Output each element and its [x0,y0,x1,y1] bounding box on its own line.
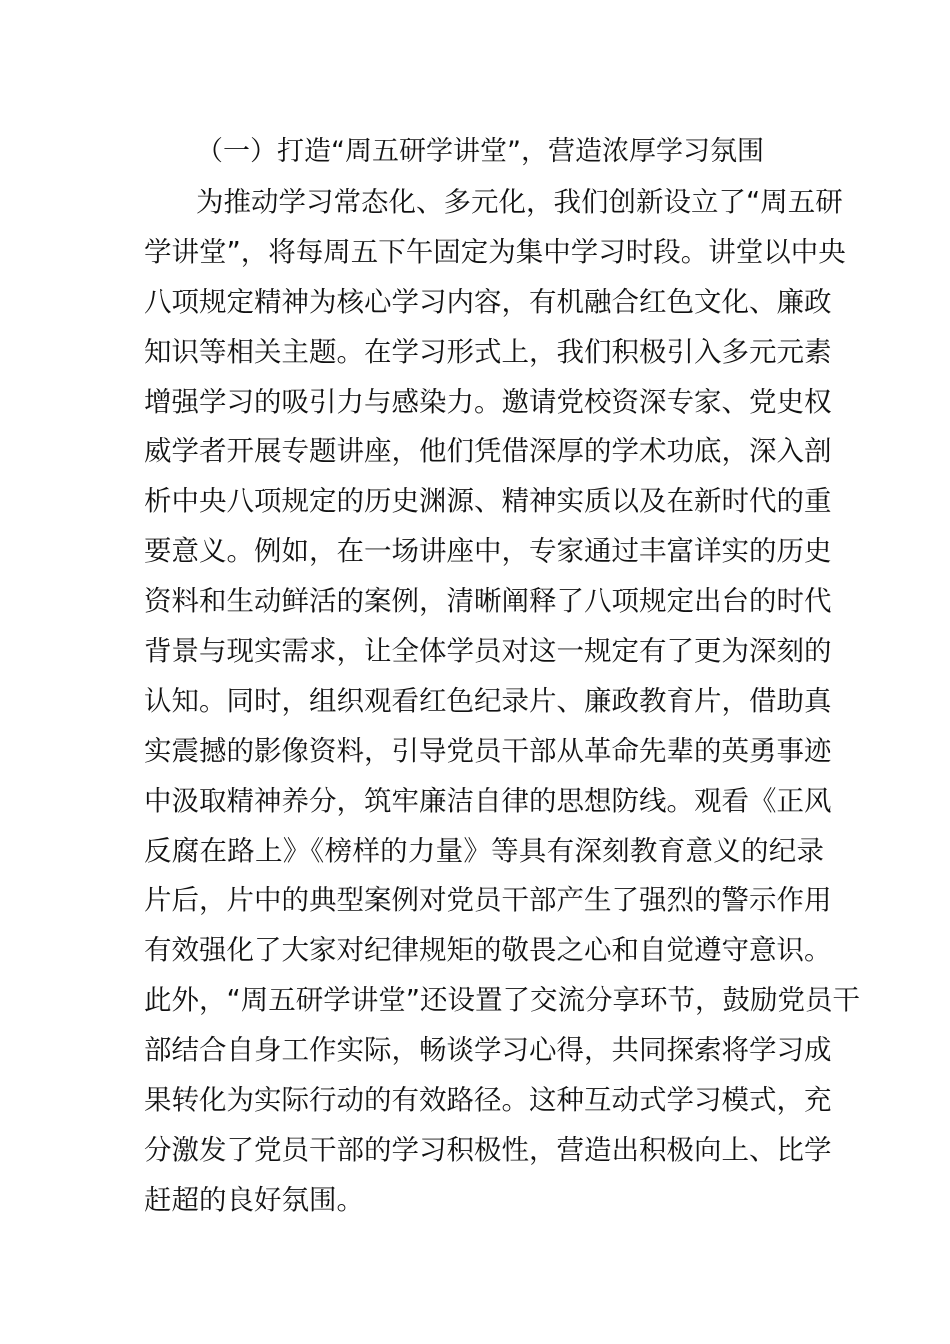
paragraph-line: 中汲取精神养分，筑牢廉洁自律的思想防线。观看《正风 [144,784,832,817]
paragraph-line: 分激发了党员干部的学习积极性，营造出积极向上、比学 [144,1133,832,1166]
paragraph-line: 有效强化了大家对纪律规矩的敬畏之心和自觉遵守意识。 [144,934,832,967]
paragraph-line: 认知。同时，组织观看红色纪录片、廉政教育片，借助真 [144,684,832,717]
paragraph-line: 片后，片中的典型案例对党员干部产生了强烈的警示作用 [144,884,832,917]
paragraph-line: 果转化为实际行动的有效路径。这种互动式学习模式，充 [144,1084,832,1117]
paragraph-line: 反腐在路上》《榜样的力量》等具有深刻教育意义的纪录 [144,834,824,867]
paragraph-line: 知识等相关主题。在学习形式上，我们积极引入多元元素 [144,335,832,368]
paragraph-line: 析中央八项规定的历史渊源、精神实质以及在新时代的重 [144,485,832,518]
paragraph-line: 此外，“周五研学讲堂”还设置了交流分享环节，鼓励党员干 [144,984,860,1017]
paragraph-line: 威学者开展专题讲座，他们凭借深厚的学术功底，深入剖 [144,435,832,468]
section-heading: （一）打造“周五研学讲堂”，营造浓厚学习氛围 [196,136,764,167]
paragraph-line: 部结合自身工作实际，畅谈学习心得，共同探索将学习成 [144,1034,832,1067]
paragraph-line: 要意义。例如，在一场讲座中，专家通过丰富详实的历史 [144,535,832,568]
paragraph-line: 资料和生动鲜活的案例，清晰阐释了八项规定出台的时代 [144,585,832,618]
paragraph-line: 八项规定精神为核心学习内容，有机融合红色文化、廉政 [144,285,832,318]
paragraph-line: 增强学习的吸引力与感染力。邀请党校资深专家、党史权 [144,385,832,418]
paragraph-line: 背景与现实需求，让全体学员对这一规定有了更为深刻的 [144,635,832,668]
paragraph-line: 实震撼的影像资料，引导党员干部从革命先辈的英勇事迹 [144,734,832,767]
body-paragraph [144,178,860,1226]
paragraph-line: 为推动学习常态化、多元化，我们创新设立了“周五研 [196,186,843,218]
paragraph-line: 学讲堂”，将每周五下午固定为集中学习时段。讲堂以中央 [144,235,846,268]
paragraph-line: 赶超的良好氛围。 [144,1183,364,1216]
